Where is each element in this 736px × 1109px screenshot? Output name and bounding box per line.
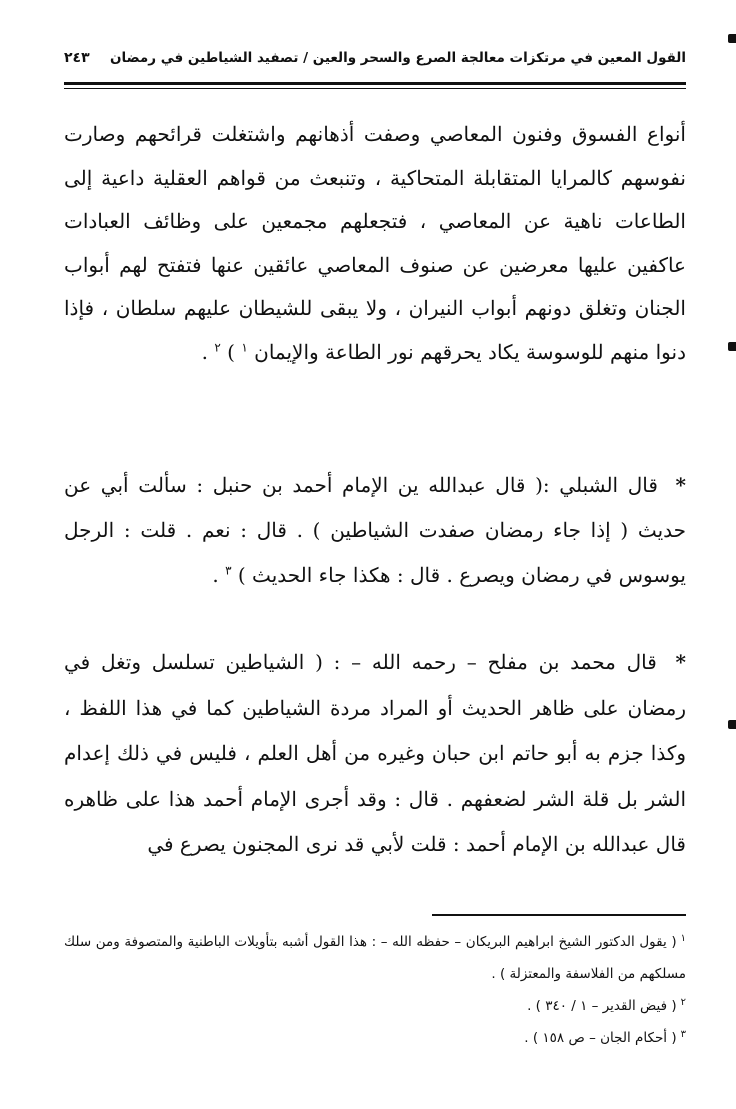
- footnote-ref: ٢: [214, 339, 221, 354]
- bullet-asterisk: *: [675, 473, 687, 497]
- header-rule-thin: [64, 88, 686, 89]
- running-header: [64, 44, 686, 84]
- running-header-title: القول المعين في مرتكزات معالجة الصرع والسحر والعين / تصفيد الشياطين في رمضان: [110, 50, 686, 66]
- footnote-ref: ٣: [225, 563, 232, 578]
- page-number: ٢٤٣: [64, 50, 90, 66]
- paragraph-quote-continuation: [64, 113, 686, 374]
- paragraph-text: أنواع الفسوق وفنون المعاصي وصفت أذهانهم واشتغلت قرائحهم وصارت نفوسهم كالمرايا المتقابلة المتحاكية ، وتنبعث من قواهم العقلية داعية إلى الطاعات ناهية عن المعاصي ، فتجعلهم مجمعين على وظائف العبادات عاكفين عليها معرضين عن صنوف المعاصي عائقين عنها فتفتح لهم أبواب الجنان وتغلق دونهم أبواب النيران ، ولا يبقى للشيطان عليهم سلطان ، فإذا دنوا منهم للوسوسة يكاد يحرقهم نور الطاعة والإيمان: [64, 122, 686, 364]
- footnotes: [64, 926, 686, 1054]
- paragraph-text: قال محمد بن مفلح – رحمه الله – : ( الشياطين تسلسل وتغل في رمضان على ظاهر الحديث أو المراد مردة الشياطين كما في هذا اللفظ ، وكذا جزم به أبو حاتم ابن حبان وغيره من أهل العلم ، فليس في ذلك إعدام الشر بل قلة الشر لضعفهم . قال : وقد أجرى الإمام أحمد هذا على ظاهره قال عبدالله بن الإمام أحمد : قلت لأبي قد نرى المجنون يصرع في: [64, 650, 687, 856]
- footnote-ref: ١: [241, 339, 248, 354]
- footnote-number: ٢: [680, 996, 686, 1008]
- footnote-text: ( يقول الدكتور الشيخ ابراهيم البريكان – حفظه الله – : هذا القول أشبه بتأويلات الباطنية والمتصوفة ومن سلك مسلكهم من الفلاسفة والمعتزلة ) .: [64, 934, 686, 982]
- page-edge-mark: [728, 720, 736, 729]
- page-edge-mark: [728, 342, 736, 351]
- footnote-text: ( فيض القدير – ١ / ٣٤٠ ) .: [527, 998, 677, 1014]
- paragraph-shibli: [64, 463, 686, 598]
- bullet-asterisk: *: [675, 650, 687, 674]
- footnote: [64, 990, 686, 1022]
- footnote-number: ١: [680, 932, 686, 944]
- footnote: [64, 1022, 686, 1054]
- footnote-number: ٣: [680, 1028, 686, 1040]
- paragraph-end: .: [201, 339, 208, 364]
- page-edge-mark: [728, 34, 736, 43]
- paragraph-ibn-muflih: [64, 640, 686, 868]
- footnote-text: ( أحكام الجان – ص ١٥٨ ) .: [524, 1030, 677, 1046]
- paragraph-end: .: [212, 563, 219, 587]
- footnote-separator: [432, 914, 686, 916]
- footnote: [64, 926, 686, 990]
- closing-paren: ): [220, 339, 235, 364]
- paragraph-text: قال الشبلي :( قال عبدالله ين الإمام أحمد بن حنبل : سألت أبي عن حديث ( إذا جاء رمضان صفدت الشياطين ) . قال : نعم . قلت : الرجل يوسوس في رمضان ويصرع . قال : هكذا جاء الحديث ): [64, 473, 686, 587]
- header-rule: [64, 82, 686, 85]
